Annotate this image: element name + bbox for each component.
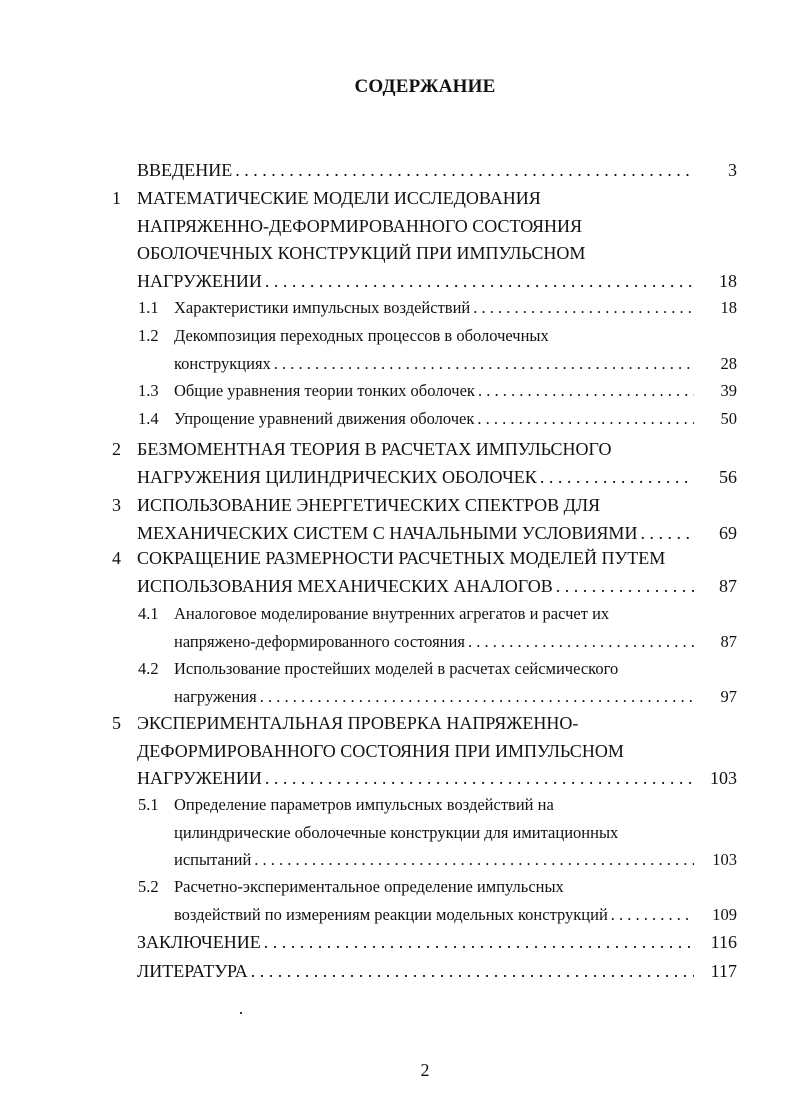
toc-leader-row (137, 464, 694, 490)
toc-line (0, 710, 794, 736)
toc-entry-text: НАГРУЖЕНИИ (137, 270, 262, 291)
toc-section-number: 1.2 (138, 326, 159, 345)
toc-line (0, 629, 794, 655)
toc-leader-row (174, 847, 694, 873)
toc-line (0, 684, 794, 710)
toc-page-number: 28 (720, 353, 737, 373)
toc-line (0, 492, 794, 518)
dot-leader (473, 295, 694, 321)
page-title: СОДЕРЖАНИЕ (354, 76, 496, 97)
dot-leader (264, 929, 694, 955)
toc-line (0, 902, 794, 928)
toc-leader-row (174, 684, 694, 710)
dot-leader (611, 902, 694, 928)
toc-leader-row (137, 157, 694, 183)
toc-section-number: 3 (112, 495, 121, 515)
toc-line (0, 351, 794, 377)
dot-leader (468, 629, 694, 655)
toc-entry-text: конструкциях (174, 353, 271, 373)
toc-page-number: 50 (720, 409, 737, 428)
toc-line (0, 847, 794, 873)
toc-section-number: 4 (112, 548, 121, 568)
toc-entry-text: ДЕФОРМИРОВАННОГО СОСТОЯНИЯ ПРИ ИМПУЛЬСНОМ (137, 740, 624, 761)
toc-line (0, 792, 794, 818)
toc-line (0, 295, 794, 321)
toc-line (0, 436, 794, 462)
toc-page-number: 97 (720, 686, 737, 706)
toc-page-number: 87 (720, 631, 737, 651)
toc-leader-row (137, 268, 694, 294)
toc-line (0, 656, 794, 682)
toc-entry-text: цилиндрические оболочечные конструкции для имитационных (174, 822, 619, 842)
toc-section-number: 5.1 (138, 795, 159, 814)
dot-leader (477, 406, 694, 432)
page-number: 2 (420, 1060, 430, 1080)
toc-section-number: 5 (112, 713, 121, 733)
toc-leader-row (174, 378, 694, 404)
toc-line (0, 268, 794, 294)
toc-entry-text: испытаний (174, 850, 252, 869)
toc-line (0, 929, 794, 955)
toc-leader-row (174, 629, 694, 655)
toc-entry-text: Декомпозиция переходных процессов в оболочечных (174, 326, 549, 345)
toc-entry-text: напряжено-деформированного состояния (174, 631, 465, 651)
toc-entry-text: нагружения (174, 686, 257, 706)
toc-entry-text: ЗАКЛЮЧЕНИЕ (137, 932, 261, 952)
toc-entry-text: МЕХАНИЧЕСКИХ СИСТЕМ С НАЧАЛЬНЫМИ УСЛОВИЯМИ (137, 523, 638, 543)
dot-leader (260, 684, 694, 710)
toc-line (0, 765, 794, 791)
toc-line (0, 601, 794, 627)
toc-section-number: 1 (112, 188, 121, 208)
toc-line (0, 213, 794, 239)
toc-page-number: 109 (712, 904, 737, 924)
toc-entry-text: НАГРУЖЕНИЯ ЦИЛИНДРИЧЕСКИХ ОБОЛОЧЕК (137, 467, 537, 487)
toc-page-number: 18 (720, 298, 737, 317)
toc-entry-text: Расчетно-экспериментальное определение импульсных (174, 877, 564, 896)
toc-entry-text: ЛИТЕРАТУРА (137, 961, 248, 981)
toc-line (0, 573, 794, 599)
dot-leader (540, 464, 694, 490)
toc-section-number: 5.2 (138, 877, 159, 896)
toc-entry-text: Характеристики импульсных воздействий (174, 298, 471, 317)
toc-entry-text: Использование простейших моделей в расчетах сейсмического (174, 659, 619, 678)
toc-entry-text: СОКРАЩЕНИЕ РАЗМЕРНОСТИ РАСЧЕТНЫХ МОДЕЛЕЙ ПУТЕМ (137, 548, 666, 568)
toc-page-number: 56 (719, 467, 737, 487)
toc-entry-text: МАТЕМАТИЧЕСКИЕ МОДЕЛИ ИССЛЕДОВАНИЯ (137, 188, 541, 208)
toc-line (0, 185, 794, 211)
dot-leader (265, 765, 694, 791)
toc-page-number: 116 (710, 932, 737, 952)
toc-line (0, 738, 794, 764)
toc-entry-text: НАГРУЖЕНИИ (137, 768, 262, 788)
toc-line (0, 520, 794, 546)
toc-section-number: 2 (112, 439, 121, 459)
toc-entry-text: Аналоговое моделирование внутренних агрегатов и расчет их (174, 604, 610, 623)
toc-entry-text: воздействий по измерениям реакции модельных конструкций (174, 904, 608, 924)
toc-entry-text: ВВЕДЕНИЕ (137, 160, 233, 180)
dot-leader (640, 520, 694, 546)
toc-page-number: 18 (719, 270, 737, 291)
toc-page-number: 103 (710, 768, 737, 788)
toc-entry-text: Упрощение уравнений движения оболочек (174, 409, 475, 428)
dot-leader (478, 378, 694, 404)
toc-page-number: 103 (712, 850, 737, 869)
toc-entry-text: Общие уравнения теории тонких оболочек (174, 381, 475, 400)
toc-page-number: 87 (719, 576, 737, 596)
toc-leader-row (174, 902, 694, 928)
toc-entry-text: НАПРЯЖЕННО-ДЕФОРМИРОВАННОГО СОСТОЯНИЯ (137, 215, 582, 236)
toc-leader-row (137, 520, 694, 546)
toc-entry-text: ЭКСПЕРИМЕНТАЛЬНАЯ ПРОВЕРКА НАПРЯЖЕННО- (137, 713, 579, 733)
toc-leader-row (137, 958, 694, 984)
toc-leader-row (137, 929, 694, 955)
toc-page-number: 39 (720, 381, 737, 400)
dot-leader (556, 573, 694, 599)
toc-line (0, 323, 794, 349)
scan-speck (240, 1012, 242, 1014)
toc-leader-row (174, 406, 694, 432)
toc-line (0, 378, 794, 404)
toc-entry-text: ИСПОЛЬЗОВАНИЕ ЭНЕРГЕТИЧЕСКИХ СПЕКТРОВ ДЛЯ (137, 495, 601, 515)
toc-leader-row (174, 351, 694, 377)
toc-leader-row (137, 765, 694, 791)
toc-line (0, 874, 794, 900)
toc-entry-text: ИСПОЛЬЗОВАНИЯ МЕХАНИЧЕСКИХ АНАЛОГОВ (137, 576, 553, 596)
toc-line (0, 406, 794, 432)
toc-line (0, 545, 794, 571)
toc-entry-text: Определение параметров импульсных воздействий на (174, 795, 554, 814)
toc-page-number: 117 (710, 961, 737, 981)
toc-line (0, 240, 794, 266)
toc-leader-row (174, 295, 694, 321)
toc-section-number: 4.1 (138, 604, 159, 623)
toc-page-number: 69 (719, 523, 737, 543)
toc-entry-text: БЕЗМОМЕНТНАЯ ТЕОРИЯ В РАСЧЕТАХ ИМПУЛЬСНОГО (137, 439, 612, 459)
toc-section-number: 1.4 (138, 409, 159, 428)
toc-line (0, 958, 794, 984)
dot-leader (235, 157, 694, 183)
toc-line (0, 157, 794, 183)
toc-section-number: 1.3 (138, 381, 159, 400)
dot-leader (274, 351, 694, 377)
toc-section-number: 1.1 (138, 298, 159, 317)
toc-line (0, 820, 794, 846)
toc-leader-row (137, 573, 694, 599)
dot-leader (265, 268, 694, 294)
dot-leader (251, 958, 694, 984)
toc-section-number: 4.2 (138, 659, 159, 678)
toc-line (0, 464, 794, 490)
toc-page-number: 3 (728, 160, 737, 180)
dot-leader (254, 847, 694, 873)
toc-entry-text: ОБОЛОЧЕЧНЫХ КОНСТРУКЦИЙ ПРИ ИМПУЛЬСНОМ (137, 243, 586, 263)
